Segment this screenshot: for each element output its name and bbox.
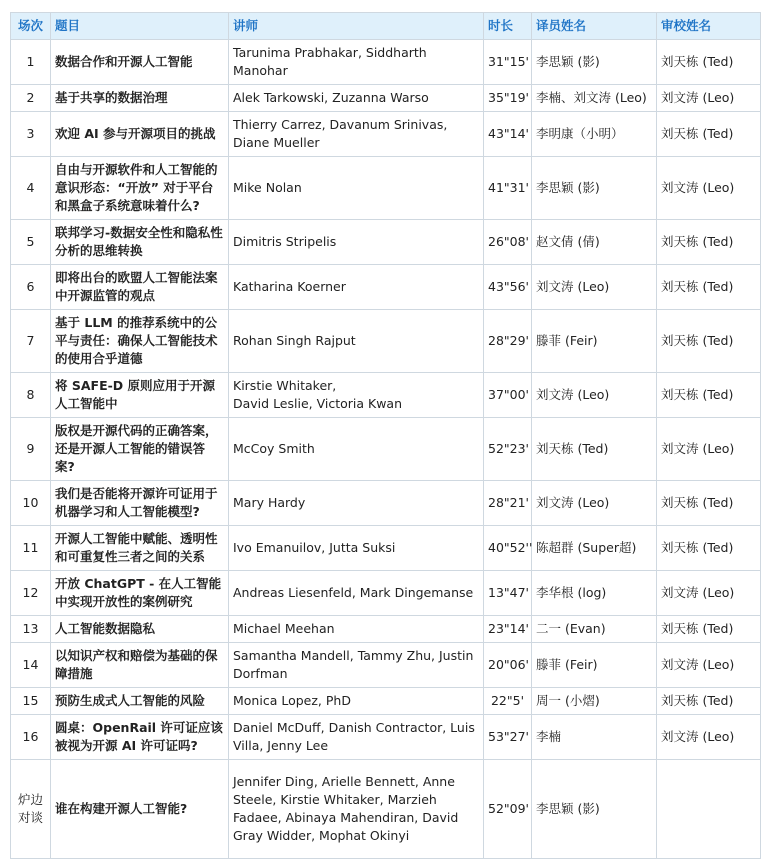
table-body bbox=[11, 40, 761, 859]
table-row bbox=[11, 571, 761, 616]
cell-reviewer: 刘天栋 (Ted) bbox=[657, 526, 761, 571]
cell-speaker: Alek Tarkowski, Zuzanna Warso bbox=[229, 85, 484, 112]
cell-translator: 李华根 (log) bbox=[532, 571, 657, 616]
cell-duration: 23"14' bbox=[484, 616, 532, 643]
cell-duration: 28"21' bbox=[484, 481, 532, 526]
table-row bbox=[11, 40, 761, 85]
header-speaker: 讲师 bbox=[229, 13, 484, 40]
cell-title: 预防生成式人工智能的风险 bbox=[51, 688, 229, 715]
cell-session: 2 bbox=[11, 85, 51, 112]
cell-title: 数据合作和开源人工智能 bbox=[51, 40, 229, 85]
cell-title: 基于 LLM 的推荐系统中的公平与责任：确保人工智能技术的使用合乎道德 bbox=[51, 310, 229, 373]
cell-duration: 31"15' bbox=[484, 40, 532, 85]
cell-title: 开源人工智能中赋能、透明性和可重复性三者之间的关系 bbox=[51, 526, 229, 571]
cell-title: 自由与开源软件和人工智能的意识形态：“开放” 对于平台和黑盒子系统意味着什么? bbox=[51, 157, 229, 220]
cell-translator: 李思颖 (影) bbox=[532, 40, 657, 85]
cell-duration: 52"09' bbox=[484, 760, 532, 859]
cell-speaker: Monica Lopez, PhD bbox=[229, 688, 484, 715]
table-row bbox=[11, 616, 761, 643]
table-row bbox=[11, 373, 761, 418]
cell-translator: 李楠 bbox=[532, 715, 657, 760]
cell-translator: 刘文涛 (Leo) bbox=[532, 481, 657, 526]
cell-translator: 李明康（小明） bbox=[532, 112, 657, 157]
cell-session: 1 bbox=[11, 40, 51, 85]
cell-translator: 李思颖 (影) bbox=[532, 760, 657, 859]
header-duration: 时长 bbox=[484, 13, 532, 40]
cell-duration: 35"19' bbox=[484, 85, 532, 112]
cell-reviewer: 刘天栋 (Ted) bbox=[657, 220, 761, 265]
cell-duration: 22"5' bbox=[484, 688, 532, 715]
cell-translator: 陈超群 (Super超) bbox=[532, 526, 657, 571]
table-row bbox=[11, 481, 761, 526]
cell-reviewer: 刘天栋 (Ted) bbox=[657, 40, 761, 85]
cell-duration: 37"00' bbox=[484, 373, 532, 418]
table-row bbox=[11, 265, 761, 310]
cell-duration: 53"27' bbox=[484, 715, 532, 760]
cell-session: 3 bbox=[11, 112, 51, 157]
cell-translator: 李楠、刘文涛 (Leo) bbox=[532, 85, 657, 112]
header-row bbox=[11, 13, 761, 40]
cell-reviewer: 刘文涛 (Leo) bbox=[657, 643, 761, 688]
cell-session: 7 bbox=[11, 310, 51, 373]
schedule-table bbox=[10, 12, 761, 859]
cell-reviewer bbox=[657, 760, 761, 859]
table-row bbox=[11, 526, 761, 571]
table-row bbox=[11, 220, 761, 265]
cell-session: 16 bbox=[11, 715, 51, 760]
cell-speaker: Ivo Emanuilov, Jutta Suksi bbox=[229, 526, 484, 571]
cell-session: 11 bbox=[11, 526, 51, 571]
cell-session: 炉边 对谈 bbox=[11, 760, 51, 859]
cell-title: 欢迎 AI 参与开源项目的挑战 bbox=[51, 112, 229, 157]
table-row bbox=[11, 157, 761, 220]
header-translator: 译员姓名 bbox=[532, 13, 657, 40]
cell-speaker: Kirstie Whitaker, David Leslie, Victoria Kwan bbox=[229, 373, 484, 418]
cell-title: 谁在构建开源人工智能? bbox=[51, 760, 229, 859]
table-row bbox=[11, 112, 761, 157]
cell-reviewer: 刘天栋 (Ted) bbox=[657, 481, 761, 526]
cell-title: 联邦学习-数据安全性和隐私性分析的思维转换 bbox=[51, 220, 229, 265]
cell-speaker: Tarunima Prabhakar, Siddharth Manohar bbox=[229, 40, 484, 85]
cell-translator: 周一 (小熠) bbox=[532, 688, 657, 715]
cell-translator: 赵文倩 (倩) bbox=[532, 220, 657, 265]
table-row bbox=[11, 715, 761, 760]
cell-speaker: Katharina Koerner bbox=[229, 265, 484, 310]
cell-speaker: Thierry Carrez, Davanum Srinivas, Diane Mueller bbox=[229, 112, 484, 157]
cell-duration: 13"47' bbox=[484, 571, 532, 616]
cell-duration: 28"29' bbox=[484, 310, 532, 373]
cell-session: 6 bbox=[11, 265, 51, 310]
cell-reviewer: 刘天栋 (Ted) bbox=[657, 616, 761, 643]
cell-session: 14 bbox=[11, 643, 51, 688]
cell-reviewer: 刘文涛 (Leo) bbox=[657, 571, 761, 616]
cell-duration: 43"14' bbox=[484, 112, 532, 157]
cell-title: 我们是否能将开源许可证用于机器学习和人工智能模型? bbox=[51, 481, 229, 526]
cell-speaker: Mike Nolan bbox=[229, 157, 484, 220]
cell-session: 4 bbox=[11, 157, 51, 220]
cell-reviewer: 刘天栋 (Ted) bbox=[657, 688, 761, 715]
cell-speaker: Jennifer Ding, Arielle Bennett, Anne Steele, Kirstie Whitaker, Marzieh Fadaee, Abinaya Mahendiran, David Gray Widder, Mophat Okinyi bbox=[229, 760, 484, 859]
cell-session: 9 bbox=[11, 418, 51, 481]
cell-duration: 43"56' bbox=[484, 265, 532, 310]
cell-speaker: Samantha Mandell, Tammy Zhu, Justin Dorfman bbox=[229, 643, 484, 688]
cell-reviewer: 刘天栋 (Ted) bbox=[657, 265, 761, 310]
cell-speaker: Rohan Singh Rajput bbox=[229, 310, 484, 373]
cell-reviewer: 刘天栋 (Ted) bbox=[657, 373, 761, 418]
cell-duration: 40"52'' bbox=[484, 526, 532, 571]
cell-speaker: Michael Meehan bbox=[229, 616, 484, 643]
cell-title: 基于共享的数据治理 bbox=[51, 85, 229, 112]
cell-session: 12 bbox=[11, 571, 51, 616]
cell-duration: 20"06' bbox=[484, 643, 532, 688]
cell-title: 圆桌：OpenRail 许可证应该被视为开源 AI 许可证吗? bbox=[51, 715, 229, 760]
cell-title: 版权是开源代码的正确答案，还是开源人工智能的错误答案? bbox=[51, 418, 229, 481]
cell-session: 15 bbox=[11, 688, 51, 715]
cell-translator: 滕菲 (Feir) bbox=[532, 310, 657, 373]
cell-translator: 刘天栋 (Ted) bbox=[532, 418, 657, 481]
cell-translator: 刘文涛 (Leo) bbox=[532, 265, 657, 310]
cell-speaker: Andreas Liesenfeld, Mark Dingemanse bbox=[229, 571, 484, 616]
cell-duration: 41"31' bbox=[484, 157, 532, 220]
cell-title: 以知识产权和赔偿为基础的保障措施 bbox=[51, 643, 229, 688]
cell-session: 10 bbox=[11, 481, 51, 526]
cell-reviewer: 刘文涛 (Leo) bbox=[657, 157, 761, 220]
table-row bbox=[11, 643, 761, 688]
cell-translator: 滕菲 (Feir) bbox=[532, 643, 657, 688]
cell-session: 13 bbox=[11, 616, 51, 643]
cell-speaker: McCoy Smith bbox=[229, 418, 484, 481]
cell-reviewer: 刘天栋 (Ted) bbox=[657, 112, 761, 157]
header-reviewer: 审校姓名 bbox=[657, 13, 761, 40]
cell-translator: 刘文涛 (Leo) bbox=[532, 373, 657, 418]
cell-reviewer: 刘文涛 (Leo) bbox=[657, 715, 761, 760]
cell-reviewer: 刘天栋 (Ted) bbox=[657, 310, 761, 373]
cell-title: 开放 ChatGPT - 在人工智能中实现开放性的案例研究 bbox=[51, 571, 229, 616]
cell-reviewer: 刘文涛 (Leo) bbox=[657, 85, 761, 112]
header-title: 题目 bbox=[51, 13, 229, 40]
cell-speaker: Dimitris Stripelis bbox=[229, 220, 484, 265]
table-row bbox=[11, 418, 761, 481]
table-row bbox=[11, 688, 761, 715]
header-session: 场次 bbox=[11, 13, 51, 40]
cell-translator: 二一 (Evan) bbox=[532, 616, 657, 643]
cell-session: 8 bbox=[11, 373, 51, 418]
cell-title: 将 SAFE-D 原则应用于开源人工智能中 bbox=[51, 373, 229, 418]
cell-duration: 52"23' bbox=[484, 418, 532, 481]
cell-title: 即将出台的欧盟人工智能法案中开源监管的观点 bbox=[51, 265, 229, 310]
cell-speaker: Daniel McDuff, Danish Contractor, Luis Villa, Jenny Lee bbox=[229, 715, 484, 760]
cell-session: 5 bbox=[11, 220, 51, 265]
table-row bbox=[11, 85, 761, 112]
table-row bbox=[11, 310, 761, 373]
cell-translator: 李思颖 (影) bbox=[532, 157, 657, 220]
cell-title: 人工智能数据隐私 bbox=[51, 616, 229, 643]
cell-duration: 26"08' bbox=[484, 220, 532, 265]
cell-speaker: Mary Hardy bbox=[229, 481, 484, 526]
table-row bbox=[11, 760, 761, 859]
table-header bbox=[11, 13, 761, 40]
cell-reviewer: 刘文涛 (Leo) bbox=[657, 418, 761, 481]
